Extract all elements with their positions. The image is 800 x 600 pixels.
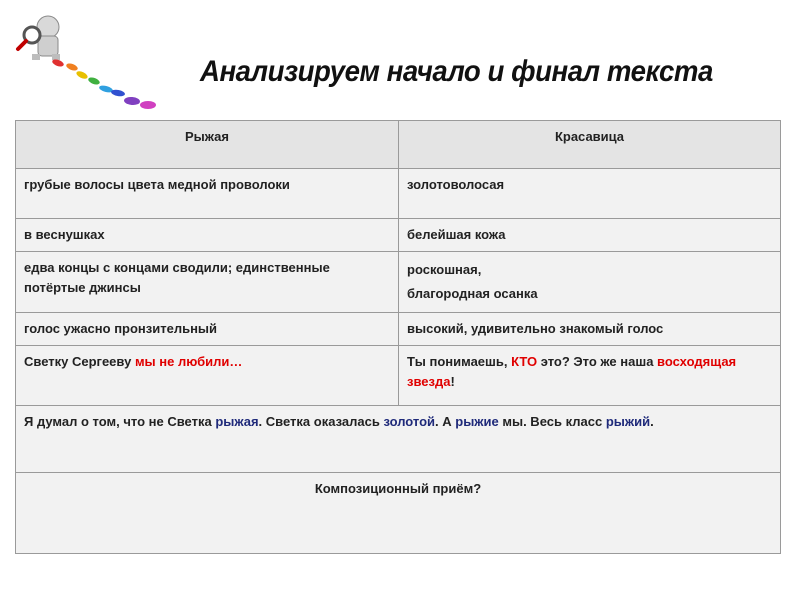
text-plain: мы. Весь класс — [498, 414, 606, 429]
text-highlight-navy: рыжие — [455, 414, 499, 429]
cell-left — [16, 346, 399, 406]
table-row — [16, 169, 781, 219]
table-header-row — [16, 121, 781, 169]
table-row — [16, 346, 781, 406]
header-krasavitsa: Красавица — [399, 121, 781, 169]
cell-right: белейшая кожа — [399, 219, 781, 252]
conclusion-row — [16, 406, 781, 473]
text-highlight-red: мы не любили… — [134, 354, 243, 369]
conclusion-cell — [16, 406, 781, 473]
question-cell: Композиционный приём? — [16, 473, 781, 554]
cell-left: в веснушках — [16, 219, 399, 252]
cell-right: золотоволосая — [399, 169, 781, 219]
cell-left: едва концы с концами сводили; единственные потёртые джинсы — [16, 252, 399, 313]
text-plain: . Светка оказалась — [258, 414, 384, 429]
text-plain: Ты понимаешь, — [407, 354, 512, 369]
cell-right: высокий, удивительно знакомый голос — [399, 313, 781, 346]
table-row — [16, 219, 781, 252]
cell-left: голос ужасно пронзительный — [16, 313, 399, 346]
comparison-table — [15, 120, 781, 554]
text-plain: это? Это же наша — [537, 354, 658, 369]
question-row — [16, 473, 781, 554]
page-title: Анализируем начало и финал текста — [200, 55, 713, 88]
header-ryzhaya: Рыжая — [16, 121, 399, 169]
text-plain: . А — [435, 414, 456, 429]
text-plain: Светку Сергееву — [24, 354, 135, 369]
text-highlight-red: восходящая звезда — [407, 354, 737, 389]
cell-right — [399, 346, 781, 406]
cell-right — [399, 252, 781, 313]
text-plain: . — [650, 414, 654, 429]
text-plain: Я думал о том, что не Светка — [24, 414, 216, 429]
text-highlight-navy: рыжая — [215, 414, 259, 429]
cell-right-line: благородная осанка — [407, 286, 538, 301]
text-plain: ! — [450, 374, 455, 389]
text-highlight-red: КТО — [511, 354, 538, 369]
person-with-magnifier-and-footprints-icon — [10, 5, 170, 115]
cell-left: грубые волосы цвета медной проволоки — [16, 169, 399, 219]
text-highlight-navy: рыжий — [605, 414, 651, 429]
cell-right-line: роскошная, — [407, 262, 482, 277]
table-row — [16, 313, 781, 346]
table-row — [16, 252, 781, 313]
text-highlight-navy: золотой — [383, 414, 436, 429]
